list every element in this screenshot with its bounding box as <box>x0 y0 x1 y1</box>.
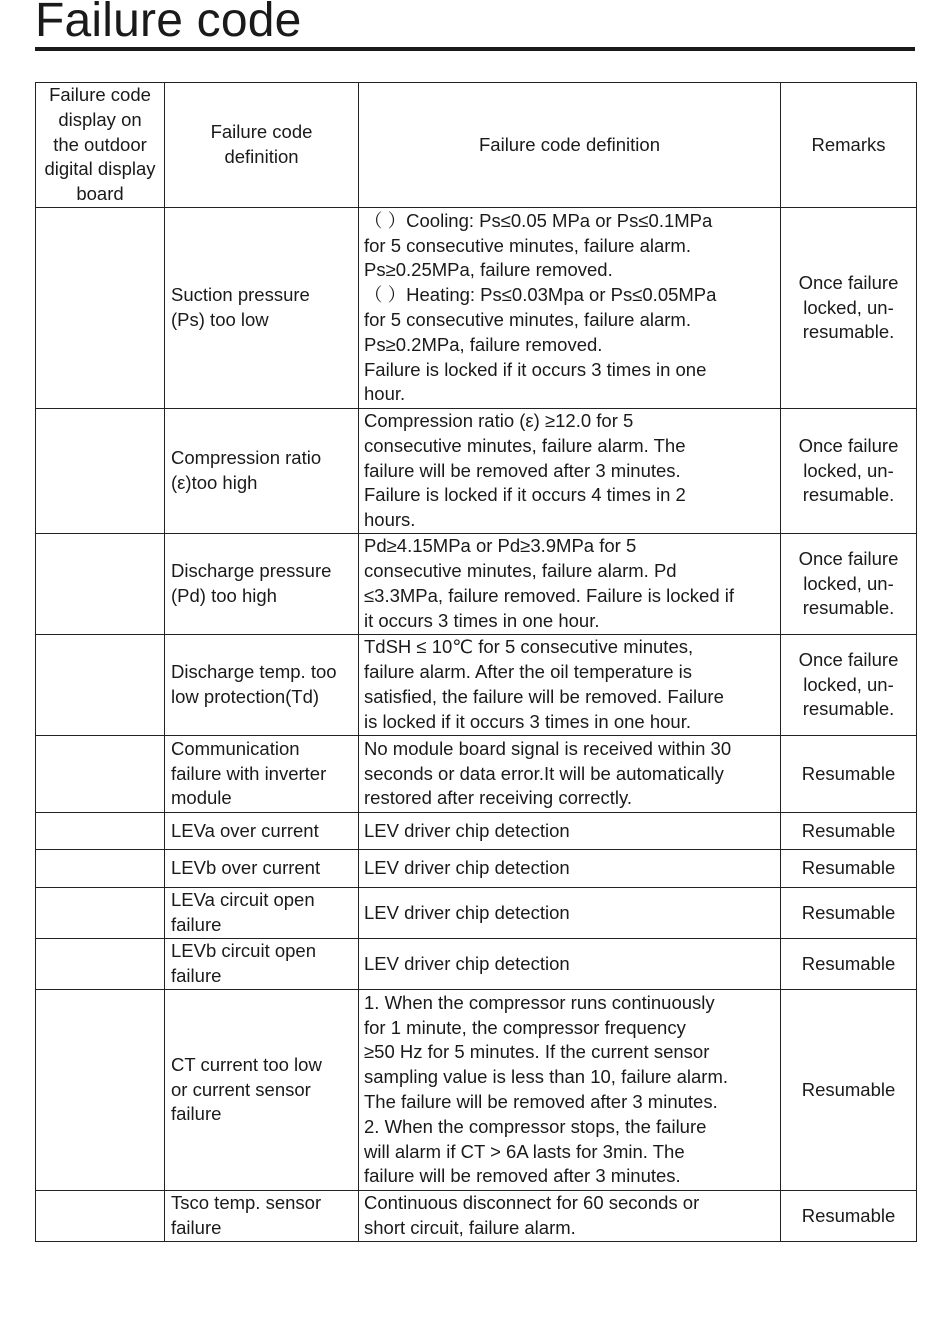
header-code-definition: Failure code definition <box>165 83 359 208</box>
remarks-cell: Resumable <box>781 938 917 989</box>
table-row <box>36 207 917 408</box>
detail-cell: Continuous disconnect for 60 seconds or short circuit, failure alarm. <box>359 1190 781 1241</box>
code-cell <box>36 634 165 735</box>
code-cell <box>36 207 165 408</box>
definition-cell: Discharge pressure (Pd) too high <box>165 533 359 634</box>
detail-cell: No module board signal is received within 30 seconds or data error.It will be automatically restored after receiving correctly. <box>359 735 781 812</box>
title-underline <box>35 47 915 51</box>
code-cell <box>36 533 165 634</box>
detail-cell: LEV driver chip detection <box>359 812 781 849</box>
definition-cell: Discharge temp. too low protection(Td) <box>165 634 359 735</box>
detail-cell: TdSH ≤ 10℃ for 5 consecutive minutes, failure alarm. After the oil temperature is satisfied, the failure will be removed. Failure is locked if it occurs 3 times in one hour. <box>359 634 781 735</box>
table-row <box>36 1190 917 1241</box>
definition-cell: Suction pressure (Ps) too low <box>165 207 359 408</box>
table-row <box>36 887 917 938</box>
code-cell <box>36 408 165 533</box>
table-row <box>36 634 917 735</box>
definition-cell: LEVb over current <box>165 849 359 887</box>
code-cell <box>36 989 165 1190</box>
code-cell <box>36 735 165 812</box>
remarks-cell: Resumable <box>781 1190 917 1241</box>
definition-cell: Communication failure with inverter module <box>165 735 359 812</box>
detail-cell: （ ）Cooling: Ps≤0.05 MPa or Ps≤0.1MPa for 5 consecutive minutes, failure alarm. Ps≥0.25MPa, failure removed. （ ）Heating: Ps≤0.03Mpa or Ps≤0.05MPa for 5 consecutive minutes, failure alarm. Ps≥0.2MPa, failure removed. Failure is locked if it occurs 3 times in one hour. <box>359 207 781 408</box>
table-row <box>36 812 917 849</box>
remarks-cell: Once failure locked, un- resumable. <box>781 634 917 735</box>
table-row <box>36 408 917 533</box>
definition-cell: Compression ratio (ε)too high <box>165 408 359 533</box>
remarks-cell: Once failure locked, un- resumable. <box>781 533 917 634</box>
remarks-cell: Resumable <box>781 887 917 938</box>
remarks-cell: Resumable <box>781 849 917 887</box>
remarks-cell: Once failure locked, un- resumable. <box>781 207 917 408</box>
code-cell <box>36 938 165 989</box>
table-row <box>36 938 917 989</box>
remarks-cell: Resumable <box>781 989 917 1190</box>
detail-cell: 1. When the compressor runs continuously for 1 minute, the compressor frequency ≥50 Hz for 5 minutes. If the current sensor sampling value is less than 10, failure alarm. The failure will be removed after 3 minutes. 2. When the compressor stops, the failure will alarm if CT > 6A lasts for 3min. The failure will be removed after 3 minutes. <box>359 989 781 1190</box>
table-row <box>36 735 917 812</box>
detail-cell: Compression ratio (ε) ≥12.0 for 5 consecutive minutes, failure alarm. The failure will be removed after 3 minutes. Failure is locked if it occurs 4 times in 2 hours. <box>359 408 781 533</box>
page-title: Failure code <box>35 0 302 47</box>
detail-cell: LEV driver chip detection <box>359 849 781 887</box>
header-definition-detail: Failure code definition <box>359 83 781 208</box>
definition-cell: LEVb circuit open failure <box>165 938 359 989</box>
remarks-cell: Resumable <box>781 812 917 849</box>
code-cell <box>36 1190 165 1241</box>
code-cell <box>36 812 165 849</box>
detail-cell: LEV driver chip detection <box>359 887 781 938</box>
definition-cell: Tsco temp. sensor failure <box>165 1190 359 1241</box>
table-row <box>36 989 917 1190</box>
code-cell <box>36 887 165 938</box>
table-row <box>36 849 917 887</box>
definition-cell: LEVa over current <box>165 812 359 849</box>
remarks-cell: Once failure locked, un- resumable. <box>781 408 917 533</box>
detail-cell: Pd≥4.15MPa or Pd≥3.9MPa for 5 consecutive minutes, failure alarm. Pd ≤3.3MPa, failure removed. Failure is locked if it occurs 3 times in one hour. <box>359 533 781 634</box>
failure-code-table <box>35 82 917 1242</box>
table-row <box>36 533 917 634</box>
header-row <box>36 83 917 208</box>
definition-cell: LEVa circuit open failure <box>165 887 359 938</box>
code-cell <box>36 849 165 887</box>
remarks-cell: Resumable <box>781 735 917 812</box>
detail-cell: LEV driver chip detection <box>359 938 781 989</box>
header-code-display: Failure code display on the outdoor digital display board <box>36 83 165 208</box>
definition-cell: CT current too low or current sensor failure <box>165 989 359 1190</box>
header-remarks: Remarks <box>781 83 917 208</box>
